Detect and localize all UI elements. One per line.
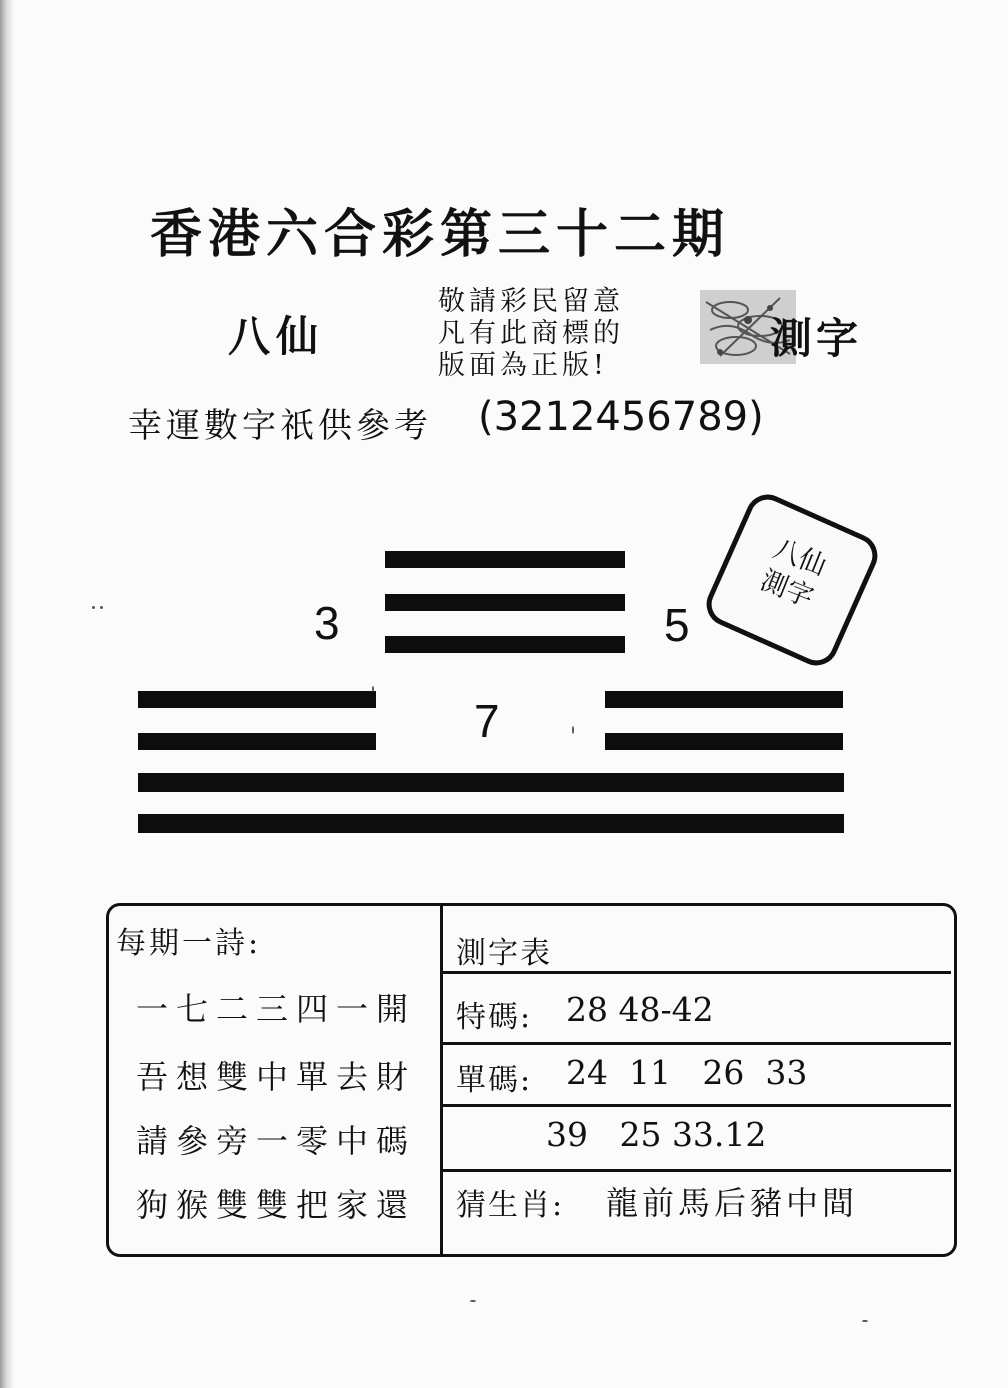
poem-heading: 每期一詩: <box>116 926 262 961</box>
lower-trigram-line-2-left <box>138 733 376 750</box>
upper-trigram-line-3 <box>385 636 625 653</box>
zodiac-guess-value: 龍前馬后豬中間 <box>606 1184 859 1222</box>
notice-line-1: 敬請彩民留意 <box>438 286 624 317</box>
lower-trigram-line-1-right <box>605 691 843 708</box>
scan-speck <box>372 686 374 692</box>
poem-line-3: 請參旁一零中碼 <box>136 1122 417 1160</box>
upper-trigram-line-2 <box>385 594 625 611</box>
trigram-center-number: 7 <box>474 695 500 747</box>
lower-trigram-line-3 <box>138 773 844 792</box>
scan-speck <box>572 726 574 734</box>
special-code-label: 特碼: <box>456 1000 533 1035</box>
special-code-values: 28 48-42 <box>566 990 714 1029</box>
stamp-line-2: 測字 <box>755 564 818 614</box>
notice-line-3: 版面為正版! <box>438 350 608 381</box>
table-rule-2 <box>443 1042 951 1045</box>
poem-line-4: 狗猴雙雙把家還 <box>136 1186 417 1224</box>
poem-line-1: 一七二三四一開 <box>136 990 417 1028</box>
lower-trigram-line-1-left <box>138 691 376 708</box>
scan-edge-shadow <box>0 0 14 1388</box>
table-title: 測字表 <box>456 936 552 971</box>
panel-divider <box>440 903 443 1254</box>
scan-speck <box>862 1320 868 1322</box>
single-code-label: 單碼: <box>456 1063 533 1098</box>
scan-speck <box>100 606 103 609</box>
single-code-values-row-2: 39 25 33.12 <box>546 1115 767 1154</box>
trigram-left-number: 3 <box>314 597 340 649</box>
lucky-numbers-label: 幸運數字祇供參考 <box>128 406 432 446</box>
zodiac-guess-label: 猜生肖: <box>456 1188 565 1223</box>
upper-trigram-line-1 <box>385 551 625 568</box>
single-code-values-row-1: 24 11 26 33 <box>566 1053 808 1092</box>
table-rule-4 <box>443 1169 951 1172</box>
scan-speck <box>92 606 95 609</box>
page-title: 香港六合彩第三十二期 <box>150 204 731 265</box>
scan-speck <box>470 1300 476 1302</box>
trigram-right-number: 5 <box>664 599 690 651</box>
table-rule-3 <box>443 1104 951 1107</box>
lower-trigram-line-4 <box>138 814 844 833</box>
notice-line-2: 凡有此商標的 <box>438 318 624 349</box>
brand-left-label: 八仙 <box>228 312 325 361</box>
brand-right-label: 測字 <box>770 314 863 363</box>
lower-trigram-line-2-right <box>605 733 843 750</box>
stamp-line-1: 八仙 <box>768 533 831 583</box>
lucky-numbers-value: (3212456789) <box>478 394 764 440</box>
poem-line-2: 吾想雙中單去財 <box>136 1058 417 1096</box>
authenticity-notice <box>438 286 624 382</box>
